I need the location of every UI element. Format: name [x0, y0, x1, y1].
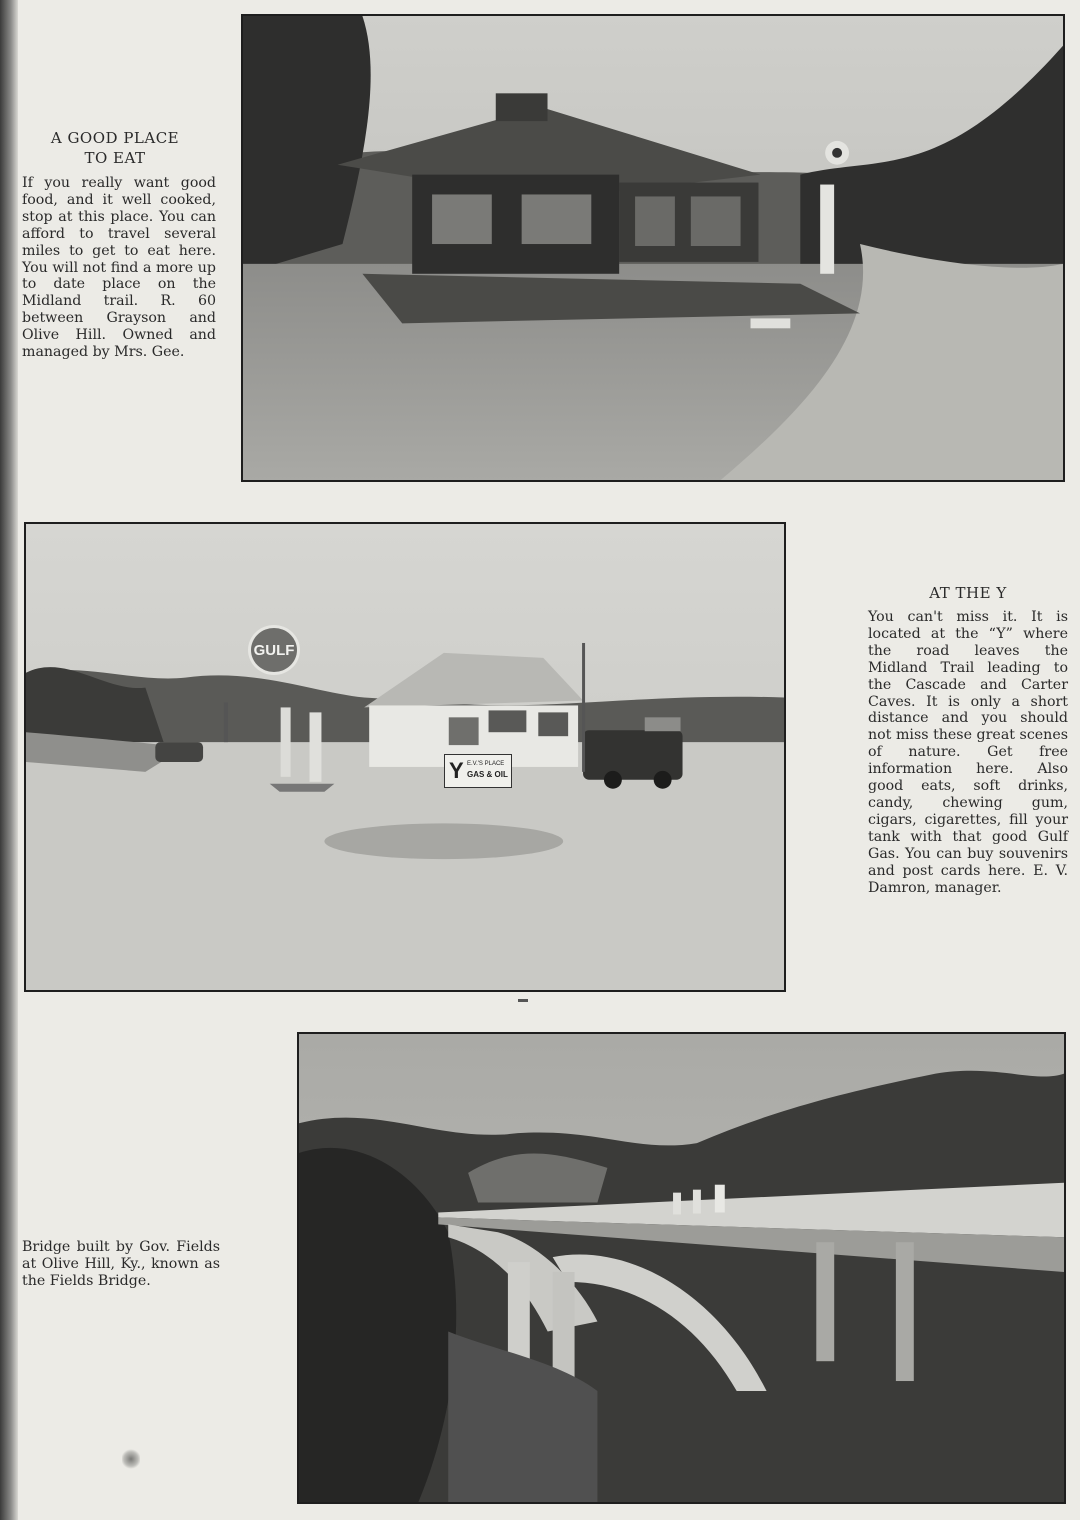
bridge-caption: Bridge built by Gov. Fields at Olive Hill, Ky., known as the Fields Bridge. [22, 1239, 220, 1289]
y-sign-place: E.V.'S PLACE [467, 761, 505, 767]
restaurant-description: If you really want good food, and it well cooked, stop at this place. You can afford to travel several miles to get to eat here. You will not find a more up to date place on the Midland trail. R. 60 between Grayson and Olive Hill. Owned and managed by Mrs. Gee. [22, 175, 216, 361]
restaurant-photo [241, 14, 1065, 482]
y-section-title: AT THE Y [929, 584, 1007, 602]
page-spine-shadow [0, 0, 18, 1520]
restaurant-title-line1: A GOOD PLACE [50, 129, 180, 147]
y-section-description: You can't miss it. It is located at the “Y” where the road leaves the Midland Trail leading to the Cascade and Carter Caves. It is only a short distance and you should not miss these great scenes of nature. Get free information here. Also good eats, soft drinks, candy, chewing gum, cigars, cigarettes, fill your tank with that good Gulf Gas. You can buy souvenirs and post cards here. E. V. Damron, manager. [868, 609, 1068, 896]
center-mark [518, 999, 528, 1002]
y-place-sign [444, 754, 512, 788]
ink-smudge [122, 1448, 140, 1470]
restaurant-title-line2: TO EAT [84, 149, 146, 167]
y-sign-letter: Y [449, 758, 464, 783]
gulf-sign: GULF [248, 625, 300, 675]
y-place-photo [24, 522, 786, 992]
bridge-photo [297, 1032, 1066, 1504]
y-sign-gas: GAS & OIL [467, 770, 508, 779]
restaurant-title [30, 128, 200, 168]
